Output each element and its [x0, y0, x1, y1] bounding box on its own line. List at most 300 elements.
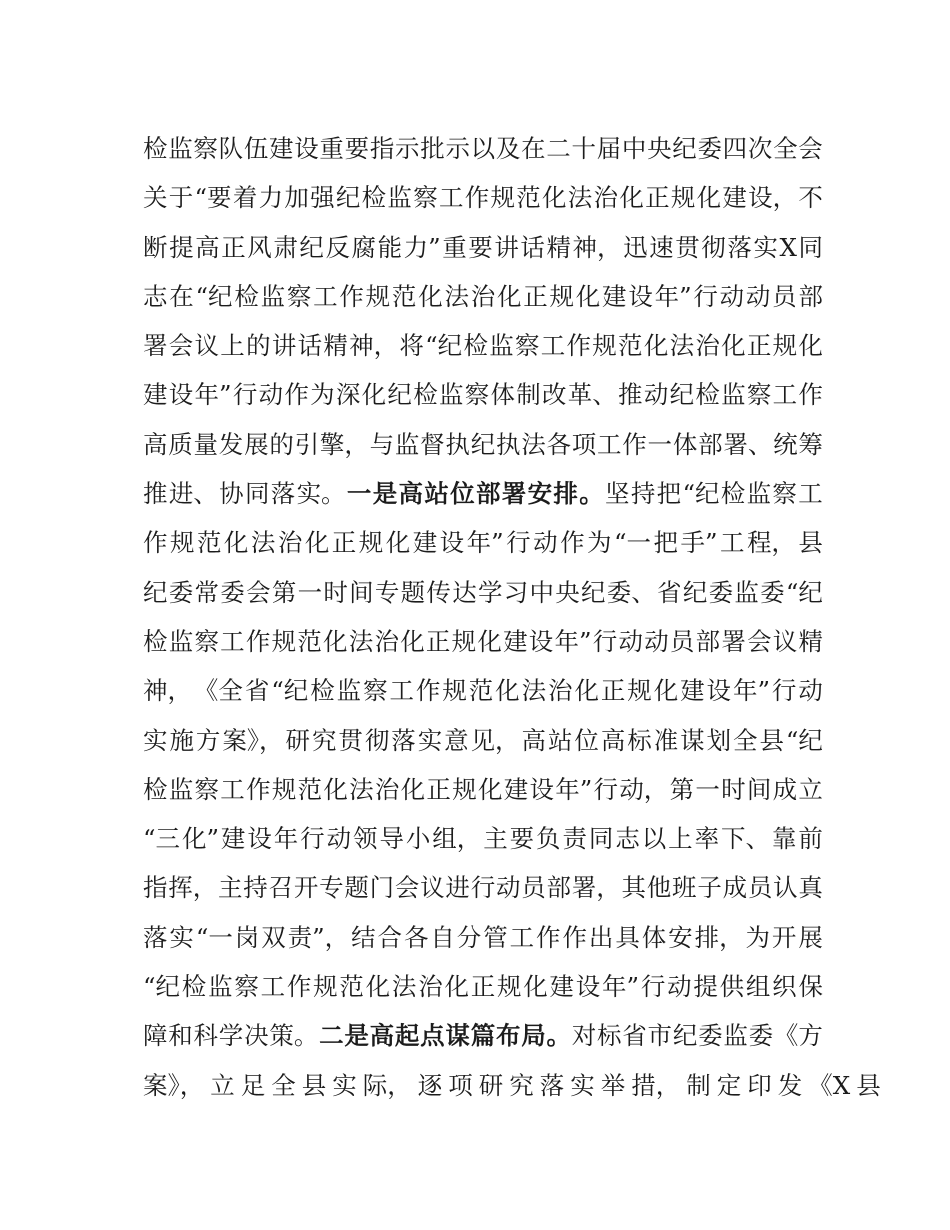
text-char: 力	[258, 183, 284, 213]
text-char: 监	[746, 479, 772, 509]
text-char: 检	[181, 972, 207, 1002]
text-char: 体	[672, 429, 698, 459]
text-char: 法	[669, 331, 695, 361]
text-char: 组，	[432, 824, 482, 854]
text-char: 贯	[338, 725, 363, 755]
text-char: 规	[490, 183, 515, 213]
heading-char: 高	[398, 479, 423, 509]
text-char: 察	[194, 774, 220, 804]
text-char: 执	[495, 429, 521, 459]
text-char: 《方	[773, 1021, 823, 1051]
text-char: 纪	[682, 577, 708, 607]
text-char: 规	[670, 183, 696, 213]
text-char: 央	[647, 134, 672, 163]
text-char: 纪	[335, 183, 361, 213]
text-char: 化	[721, 331, 746, 361]
text-char: 队	[218, 134, 244, 163]
text-line	[143, 124, 823, 173]
text-char: 建	[503, 774, 529, 804]
text-char: 深	[335, 380, 361, 410]
text-char: 纪	[669, 380, 695, 410]
text-char: 动，	[619, 774, 669, 804]
text-char: 会	[747, 626, 772, 656]
text-char: 治	[548, 676, 573, 706]
text-char: 制	[516, 380, 541, 410]
text-char: 重	[319, 134, 344, 163]
text-line	[143, 765, 823, 814]
text-char: 化	[575, 281, 601, 311]
text-char: 质	[168, 429, 193, 459]
text-char: “纪	[785, 577, 823, 607]
text-char: 加	[284, 183, 309, 213]
text-char: 展	[244, 429, 269, 459]
text-line	[143, 173, 823, 222]
text-char: 落	[391, 725, 416, 755]
text-char: 工	[389, 676, 414, 706]
text-char: 成	[772, 774, 798, 804]
text-char: 工	[798, 479, 823, 509]
text-char: 改	[542, 380, 567, 410]
text-char: 范	[618, 331, 643, 361]
text-char: 建	[602, 281, 627, 311]
text-char: 神，	[349, 331, 399, 361]
heading-char: 篇	[470, 1021, 496, 1051]
text-char: 化	[323, 774, 348, 804]
text-char: 化	[542, 183, 567, 213]
text-char: 高	[195, 232, 220, 262]
text-char: 门	[369, 873, 395, 903]
text-char: 前	[798, 824, 823, 854]
text-char: 推	[143, 479, 168, 509]
heading-char: 站	[424, 479, 449, 509]
heading-char: 一	[346, 479, 372, 509]
heading-char: 谋	[445, 1021, 470, 1051]
text-char: 结	[351, 922, 376, 952]
text-char: 的	[269, 429, 294, 459]
text-char: 与	[369, 429, 395, 459]
text-char: 化”	[181, 824, 219, 854]
text-char: 县	[798, 528, 823, 558]
text-char: 组	[745, 972, 771, 1002]
text-char: 察	[286, 281, 312, 311]
text-char: 岗	[234, 922, 260, 952]
text-char: 规	[169, 528, 195, 558]
text-char: 检	[463, 331, 488, 361]
text-char: 标	[597, 1021, 622, 1051]
text-char: 会	[246, 577, 271, 607]
text-char: 靠	[771, 824, 797, 854]
heading-char: 安	[527, 479, 553, 509]
text-char: 督	[420, 429, 445, 459]
text-char: 措，	[631, 1070, 681, 1100]
text-line	[143, 962, 823, 1011]
text-char: 检	[143, 626, 168, 656]
text-char: 察	[464, 380, 490, 410]
text-char: 法	[348, 626, 374, 656]
text-char: 监	[721, 380, 746, 410]
text-char: 察	[413, 183, 438, 213]
text-char: 建	[269, 134, 294, 163]
text-char: 作	[245, 626, 271, 656]
text-char: 工	[260, 972, 286, 1002]
text-char: 规	[365, 281, 391, 311]
text-char: 学	[218, 1021, 244, 1051]
heading-char: 。	[546, 1021, 571, 1051]
text-char: 断	[143, 232, 168, 262]
text-char: 议	[420, 873, 445, 903]
text-char: 央	[555, 577, 580, 607]
text-char: 作	[339, 281, 364, 311]
text-char: 建	[412, 528, 438, 558]
text-char: 设	[706, 676, 732, 706]
text-char: 察	[746, 380, 772, 410]
text-char: 推	[618, 380, 643, 410]
text-char: 进、	[168, 479, 218, 509]
text-char: 建	[549, 972, 575, 1002]
text-char: 动	[495, 873, 521, 903]
text-char: 监	[387, 183, 412, 213]
text-char: 方	[195, 725, 221, 755]
text-char: 范	[297, 774, 323, 804]
text-char: 其	[621, 873, 647, 903]
text-char: 究	[311, 725, 337, 755]
text-char: 话	[297, 331, 323, 361]
text-char: 检	[143, 774, 168, 804]
text-char: 召	[268, 873, 294, 903]
text-char: 肃	[273, 232, 298, 262]
text-char: 工	[220, 626, 245, 656]
heading-char: 是	[372, 479, 398, 509]
text-char: 行	[506, 528, 531, 558]
text-char: 不	[798, 183, 823, 213]
text-char: 察	[363, 676, 388, 706]
heading-char: 点	[420, 1021, 445, 1051]
text-char: 察	[772, 479, 797, 509]
text-char: 法	[391, 972, 417, 1002]
text-char: 供	[719, 972, 745, 1002]
text-char: 工	[313, 281, 338, 311]
text-char: 委	[708, 577, 734, 607]
text-char: 建	[503, 626, 528, 656]
text-char: 站	[547, 725, 573, 755]
text-char: 化	[223, 528, 249, 558]
text-char: 设	[529, 774, 554, 804]
text-char: 工	[220, 774, 245, 804]
text-char: 保	[798, 972, 823, 1002]
text-char: 引	[294, 429, 320, 459]
text-char: 责”，	[287, 922, 350, 952]
text-char: 动	[798, 676, 823, 706]
text-char: 常	[194, 577, 220, 607]
text-char: 实	[169, 922, 194, 952]
text-line	[143, 814, 823, 863]
text-char: 设，	[748, 183, 798, 213]
text-char: 认	[773, 873, 798, 903]
text-char: 班	[672, 873, 697, 903]
text-char: 实	[332, 1070, 357, 1100]
text-char: 检	[143, 134, 168, 163]
text-char: 检	[361, 183, 387, 213]
text-char: 治	[374, 774, 400, 804]
text-line	[143, 863, 823, 912]
text-char: 真	[798, 873, 823, 903]
text-char: 立	[210, 1070, 235, 1100]
text-char: 治	[470, 281, 496, 311]
text-char: 中	[529, 577, 554, 607]
text-char: 挥，	[168, 873, 218, 903]
text-char: 检	[310, 676, 335, 706]
heading-char: 是	[344, 1021, 369, 1051]
text-char: 足	[240, 1070, 266, 1100]
text-char: 落	[727, 232, 752, 262]
text-char: 志	[143, 281, 168, 311]
text-char: 检	[695, 380, 720, 410]
text-char: 开	[293, 873, 319, 903]
text-char: 二	[546, 134, 571, 163]
text-char: 统	[773, 429, 798, 459]
text-char: 批	[420, 134, 445, 163]
text-char: 领	[353, 824, 378, 854]
text-char: 自	[430, 922, 455, 952]
text-char: 化	[523, 972, 548, 1002]
text-char: 以	[641, 824, 667, 854]
text-char: 中	[621, 134, 647, 163]
text-char: 监	[208, 972, 233, 1002]
text-char: 责	[562, 824, 587, 854]
text-char: 监	[394, 429, 420, 459]
text-line	[143, 370, 823, 419]
text-char: 作	[286, 972, 312, 1002]
text-char: 正	[600, 676, 626, 706]
text-char: 坚	[605, 479, 630, 509]
text-char: 部	[698, 429, 723, 459]
text-char: 把	[656, 479, 682, 509]
text-char: 彻	[701, 232, 726, 262]
text-line	[143, 617, 823, 666]
text-char: 排，	[694, 922, 744, 952]
text-char: 化	[696, 183, 722, 213]
text-char: 高	[143, 429, 168, 459]
text-char: 规	[313, 972, 338, 1002]
text-char: 行	[592, 626, 618, 656]
text-char: 作	[246, 774, 271, 804]
text-char: 化	[798, 331, 823, 361]
text-char: 谋	[680, 725, 705, 755]
text-char: 规	[271, 626, 297, 656]
text-char: 作	[566, 331, 592, 361]
text-char: 治	[277, 528, 303, 558]
text-char: 化	[323, 626, 348, 656]
text-char: 纪	[672, 134, 697, 163]
text-char: X	[779, 232, 797, 262]
text-char: 体	[490, 380, 515, 410]
text-char: 全	[271, 1070, 296, 1100]
text-char: 行	[470, 873, 496, 903]
text-char: 化	[643, 331, 669, 361]
text-char: 标	[627, 725, 652, 755]
text-char: 治	[695, 331, 720, 361]
text-char: 监	[438, 380, 464, 410]
heading-char: 起	[394, 1021, 420, 1051]
text-char: 发	[218, 429, 244, 459]
heading-char: 局	[521, 1021, 546, 1051]
text-char: 对	[571, 1021, 597, 1051]
text-char: 究	[509, 1070, 534, 1100]
text-line	[143, 666, 823, 715]
text-char: 达	[452, 577, 477, 607]
text-char: 署、	[723, 429, 773, 459]
text-char: 动	[667, 972, 692, 1002]
text-char: 合	[377, 922, 403, 952]
text-char: 员	[772, 281, 797, 311]
text-char: 治	[593, 183, 619, 213]
text-char: “纪	[425, 331, 463, 361]
text-char: 作	[415, 676, 441, 706]
text-char: 研	[285, 725, 310, 755]
text-char: 实	[143, 725, 168, 755]
text-char: 行	[300, 824, 325, 854]
text-char: 把	[653, 528, 678, 558]
text-char: 体	[641, 922, 667, 952]
text-char: 议	[194, 331, 220, 361]
text-char: 次	[747, 134, 773, 163]
text-char: 范	[516, 183, 541, 213]
text-char: 法	[349, 774, 374, 804]
text-char: 设	[439, 528, 465, 558]
text-char: 年”	[732, 676, 770, 706]
text-char: 化	[477, 626, 502, 656]
text-char: 立	[798, 774, 823, 804]
text-char: 提	[169, 232, 194, 262]
text-char: 发	[777, 1070, 803, 1100]
text-char: 指	[369, 134, 395, 163]
text-char: 力”	[403, 232, 441, 262]
text-char: 为	[745, 922, 770, 952]
text-char: 署，	[571, 873, 621, 903]
text-char: 范	[391, 281, 417, 311]
text-char: 管	[483, 922, 508, 952]
text-char: 规	[358, 528, 384, 558]
text-char: 研	[478, 1070, 504, 1100]
heading-char: 排	[553, 479, 578, 509]
text-char: 协	[219, 479, 244, 509]
text-char: 化	[574, 676, 599, 706]
text-char: 法	[250, 528, 276, 558]
text-char: 规	[451, 626, 477, 656]
text-char: 要	[344, 134, 370, 163]
text-char: 十	[571, 134, 596, 163]
text-char: 工	[772, 380, 798, 410]
text-char: 精	[798, 626, 823, 656]
text-char: 法	[444, 281, 469, 311]
text-char: 建	[220, 824, 246, 854]
text-char: 省	[622, 1021, 647, 1051]
text-char: 各	[403, 922, 429, 952]
text-char: 位	[574, 725, 599, 755]
text-char: 年”	[466, 528, 504, 558]
text-char: 化	[444, 972, 469, 1002]
text-char: 正	[425, 626, 451, 656]
text-char: 以	[470, 134, 496, 163]
text-char: 制	[686, 1070, 711, 1100]
text-char: 精	[323, 331, 348, 361]
text-char: 署	[143, 331, 168, 361]
text-char: “纪	[785, 725, 823, 755]
text-char: 正	[470, 972, 496, 1002]
text-char: 强	[310, 183, 335, 213]
text-char: 执	[445, 429, 470, 459]
heading-char: 。	[579, 479, 604, 509]
text-char: 分	[456, 922, 482, 952]
text-char: 示	[395, 134, 420, 163]
text-char: 委	[760, 577, 785, 607]
text-char: “纪	[271, 676, 309, 706]
text-char: 施	[169, 725, 194, 755]
text-char: 设	[628, 281, 653, 311]
text-char: 的	[246, 331, 271, 361]
text-char: 时	[721, 774, 746, 804]
text-char: 同	[798, 232, 823, 262]
text-char: 作	[284, 380, 309, 410]
text-char: 进	[445, 873, 470, 903]
text-char: 作	[536, 922, 561, 952]
text-char: 重	[442, 232, 467, 262]
text-char: 见，	[470, 725, 520, 755]
text-char: 展	[798, 922, 823, 952]
text-line	[143, 518, 823, 567]
text-char: 届	[596, 134, 622, 163]
text-char: 神，	[572, 232, 622, 262]
text-char: 将	[399, 331, 424, 361]
text-char: 察	[514, 331, 540, 361]
text-char: 范	[196, 528, 222, 558]
text-char: 为	[310, 380, 335, 410]
text-char: 手”	[680, 528, 718, 558]
text-char: 及	[495, 134, 521, 163]
text-char: 年”	[554, 626, 592, 656]
text-char: 省	[657, 577, 682, 607]
text-char: 作	[560, 528, 585, 558]
text-char: 化	[619, 183, 644, 213]
text-char: 上	[668, 824, 693, 854]
text-char: 持	[630, 479, 656, 509]
heading-char: 署	[501, 479, 527, 509]
text-char: 委	[698, 1021, 723, 1051]
text-char: 规	[442, 676, 467, 706]
text-char: 高	[600, 725, 626, 755]
text-char: 化	[385, 528, 411, 558]
text-char: 省	[244, 676, 270, 706]
text-line	[143, 420, 823, 469]
text-char: “要	[194, 183, 232, 213]
text-char: 革、	[567, 380, 617, 410]
text-char: 察	[194, 626, 219, 656]
text-line	[143, 272, 823, 321]
text-char: 正	[645, 183, 670, 213]
text-char: 检	[413, 380, 438, 410]
text-char: 实	[417, 725, 443, 755]
text-char: 化	[304, 528, 330, 558]
text-char: 着	[232, 183, 258, 213]
text-char: 要	[468, 232, 493, 262]
text-char: 第	[271, 577, 297, 607]
text-char: 建	[680, 676, 705, 706]
text-line	[143, 1011, 823, 1060]
text-char: 会	[798, 134, 823, 163]
text-char: 正	[331, 528, 357, 558]
text-char: 项	[571, 429, 597, 459]
text-char: 年	[273, 824, 299, 854]
